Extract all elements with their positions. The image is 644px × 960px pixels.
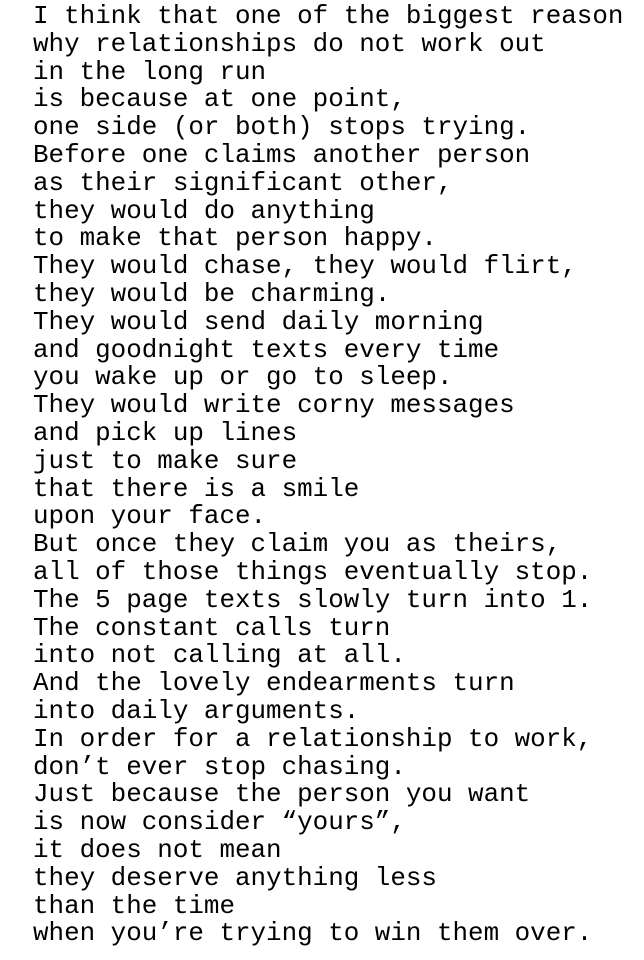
poem-line: Just because the person you want xyxy=(33,779,531,810)
poem-line: when you’re trying to win them over. xyxy=(33,918,593,949)
poem-line: In order for a relationship to work, xyxy=(33,723,593,754)
poem-text-block xyxy=(33,3,623,948)
poem-line: into not calling at all. xyxy=(33,640,406,671)
poem-line: They would send daily morning xyxy=(33,306,484,337)
poem-line: I think that one of the biggest reason xyxy=(33,1,624,31)
poem-line: it does not mean xyxy=(33,834,282,865)
poem-line: in the long run xyxy=(33,56,267,87)
poem-line: is because at one point, xyxy=(33,84,406,115)
poem-line: than the time xyxy=(33,890,235,921)
poem-line: they would do anything xyxy=(33,195,375,226)
poem-line: you wake up or go to sleep. xyxy=(33,362,453,393)
poem-line: to make that person happy. xyxy=(33,223,437,254)
poem-line: just to make sure xyxy=(33,445,298,476)
poem-line: The 5 page texts slowly turn into 1. xyxy=(33,584,593,615)
poem-line: upon your face. xyxy=(33,501,267,532)
poem-line: is now consider “yours”, xyxy=(33,807,406,838)
poem-line: they would be charming. xyxy=(33,278,391,309)
poem-line: and pick up lines xyxy=(33,417,298,448)
poem-line: and goodnight texts every time xyxy=(33,334,500,365)
poem-line: all of those things eventually stop. xyxy=(33,556,593,587)
poem-line: they deserve anything less xyxy=(33,862,437,893)
poem-line: But once they claim you as theirs, xyxy=(33,529,562,560)
poem-line: They would write corny messages xyxy=(33,390,515,421)
poem-line: as their significant other, xyxy=(33,167,453,198)
poem-line: that there is a smile xyxy=(33,473,360,504)
poem-line: why relationships do not work out xyxy=(33,28,546,59)
poem-line: into daily arguments. xyxy=(33,695,360,726)
poem-line: The constant calls turn xyxy=(33,612,391,643)
poem-line: one side (or both) stops trying. xyxy=(33,112,531,143)
poem-line: And the lovely endearments turn xyxy=(33,668,515,699)
poem-line: They would chase, they would flirt, xyxy=(33,251,577,282)
poem-line: Before one claims another person xyxy=(33,139,531,170)
poem-line: don’t ever stop chasing. xyxy=(33,751,406,782)
